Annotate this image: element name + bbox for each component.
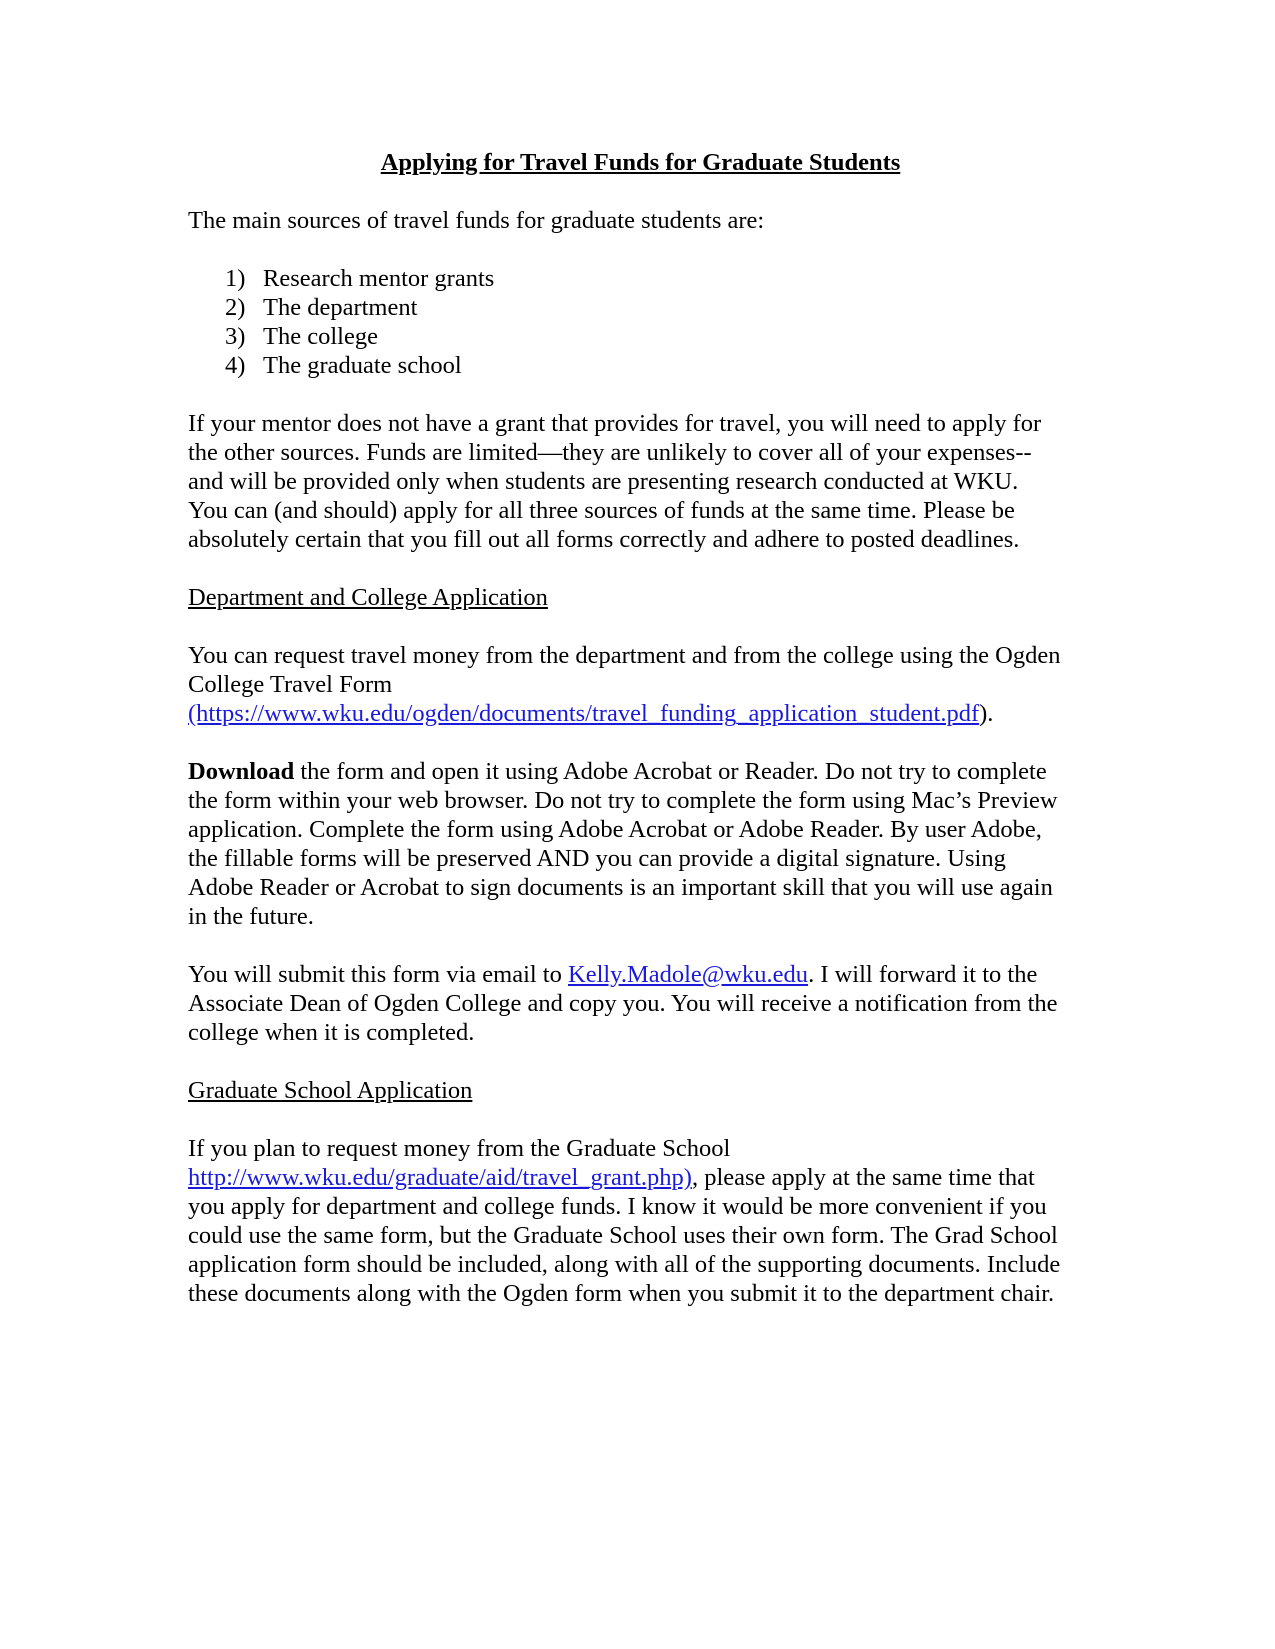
link-trailing-text: , please apply at the same time that [691, 1164, 1035, 1191]
intro-text: The main sources of travel funds for graduate students are: [188, 207, 765, 234]
paragraph-line [188, 1163, 1093, 1192]
paragraph-line: and will be provided only when students are presenting research conducted at WKU. [188, 468, 1019, 495]
funding-sources-list [188, 264, 1093, 380]
list-item-number: 2) [225, 294, 246, 321]
paragraph-line: these documents along with the Ogden form when you submit it to the department chair. [188, 1280, 1055, 1307]
ogden-travel-form-link[interactable]: (https://www.wku.edu/ogden/documents/travel_funding_application_student.pdf [188, 700, 980, 727]
download-instructions-paragraph [188, 757, 1093, 931]
paragraph-line: application. Complete the form using Adobe Acrobat or Adobe Reader. By user Adobe, [188, 816, 1042, 843]
paragraph-line [188, 757, 1093, 786]
paragraph-line: Associate Dean of Ogden College and copy you. You will receive a notification from the [188, 990, 1058, 1017]
list-item [188, 264, 1093, 293]
link-trailing-text: ). [979, 700, 994, 727]
document-title: Applying for Travel Funds for Graduate Students [380, 149, 901, 176]
department-request-paragraph [188, 641, 1093, 728]
graduate-school-heading: Graduate School Application [188, 1077, 473, 1104]
list-item-label: The department [263, 294, 418, 321]
list-item [188, 293, 1093, 322]
email-link[interactable]: Kelly.Madole@wku.edu [568, 961, 809, 988]
list-item-label: Research mentor grants [263, 265, 495, 292]
paragraph-line: in the future. [188, 903, 314, 930]
paragraph-line [188, 960, 1093, 989]
email-lead-text: You will submit this form via email to [188, 961, 568, 988]
paragraph-line [188, 699, 1093, 728]
list-item-number: 1) [225, 265, 246, 292]
paragraph-line: could use the same form, but the Graduate School uses their own form. The Grad School [188, 1222, 1058, 1249]
graduate-travel-grant-link[interactable]: http://www.wku.edu/graduate/aid/travel_grant.php) [188, 1164, 692, 1191]
paragraph-line: the fillable forms will be preserved AND you can provide a digital signature. Using [188, 845, 1006, 872]
download-emphasis: Download [188, 758, 295, 785]
document-page [188, 148, 1093, 1337]
paragraph-line: You can (and should) apply for all three sources of funds at the same time. Please be [188, 497, 1015, 524]
paragraph-line: you apply for department and college funds. I know it would be more convenient if you [188, 1193, 1047, 1220]
paragraph-line: absolutely certain that you fill out all forms correctly and adhere to posted deadlines. [188, 526, 1020, 553]
list-item-number: 3) [225, 323, 246, 350]
paragraph-line: College Travel Form [188, 671, 393, 698]
list-item [188, 351, 1093, 380]
email-trailing-text: . I will forward it to the [808, 961, 1038, 988]
paragraph-line: If you plan to request money from the Graduate School [188, 1135, 731, 1162]
paragraph-line: You can request travel money from the department and from the college using the Ogden [188, 642, 1061, 669]
paragraph-line: the form within your web browser. Do not try to complete the form using Mac’s Preview [188, 787, 1058, 814]
funding-limits-paragraph [188, 409, 1093, 554]
paragraph-line: Adobe Reader or Acrobat to sign documents is an important skill that you will use again [188, 874, 1053, 901]
department-college-heading: Department and College Application [188, 584, 548, 611]
submission-paragraph [188, 960, 1093, 1047]
paragraph-line: application form should be included, along with all of the supporting documents. Include [188, 1251, 1061, 1278]
list-item-number: 4) [225, 352, 246, 379]
paragraph-line: the other sources. Funds are limited—they are unlikely to cover all of your expenses-- [188, 439, 1032, 466]
download-line-rest: the form and open it using Adobe Acrobat or Reader. Do not try to complete [294, 758, 1047, 785]
paragraph-line: college when it is completed. [188, 1019, 475, 1046]
list-item [188, 322, 1093, 351]
paragraph-line: If your mentor does not have a grant that provides for travel, you will need to apply for [188, 410, 1042, 437]
list-item-label: The college [263, 323, 378, 350]
list-item-label: The graduate school [263, 352, 462, 379]
graduate-school-paragraph [188, 1134, 1093, 1308]
